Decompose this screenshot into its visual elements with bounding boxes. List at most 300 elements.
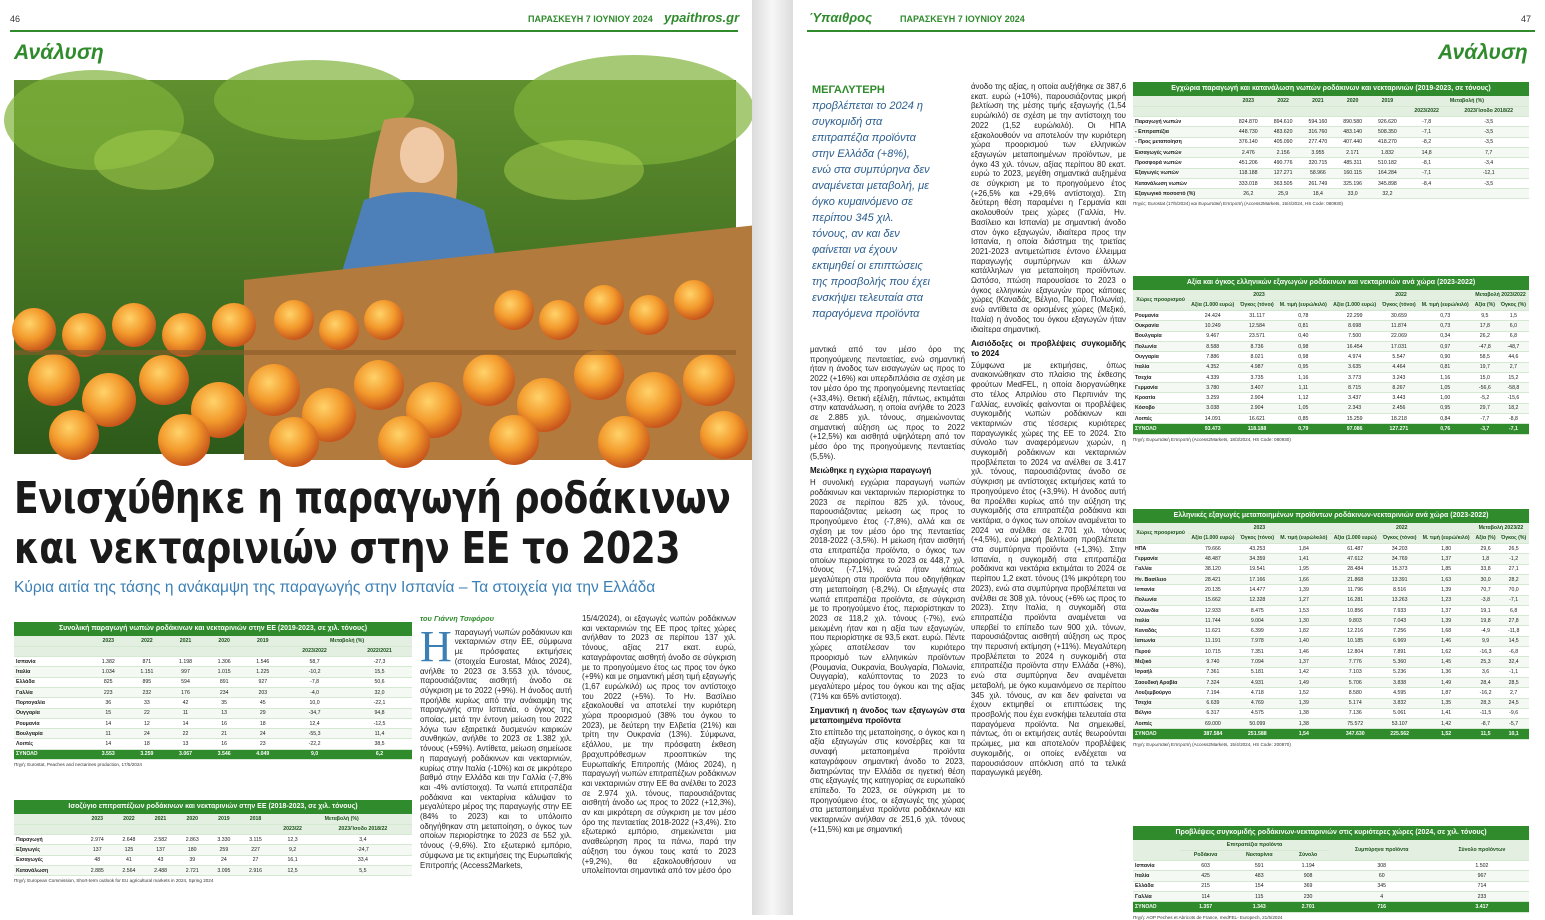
table-cell: 1.382 [89,657,128,667]
table-cell: 2.916 [240,865,272,875]
dropcap: Η [420,621,452,671]
table-cell: 1,41 [1277,554,1331,564]
table-cell: 3.546 [205,749,244,759]
table-cell: 31.117 [1237,311,1276,321]
row-label: Ρουμανία [1133,311,1188,321]
table-cell: 9.467 [1188,331,1237,341]
table-cell: 6.399 [1238,626,1277,636]
table-cell: 967 [1435,871,1529,881]
table-row [14,698,412,708]
table-cell: 232 [128,687,167,697]
row-label: Πολωνία [1133,595,1188,605]
table-cell: 33,4 [314,855,412,865]
table-cell: 16.454 [1330,341,1379,351]
table-cell: -3,5 [1448,178,1529,188]
table-cell: 114 [1180,891,1231,901]
table-cell: 3.553 [89,749,128,759]
table-cell: 10.249 [1188,321,1237,331]
table-cell: 1,49 [1277,677,1331,687]
table-cell: 25,9 [1266,189,1301,199]
row-label: Ελλάδα [14,677,89,687]
table-row [14,657,412,667]
table-cell: -24,7 [314,845,412,855]
table-cell: 12,3 [271,835,313,845]
table-cell: 1,42 [1277,667,1331,677]
table-row [1133,362,1529,372]
table-cell: 926.620 [1370,117,1405,127]
table-cell: 70,7 [1473,585,1498,595]
table-cell: 1,36 [1419,667,1473,677]
table-cell: 3.115 [240,835,272,845]
table-cell: 53.107 [1380,719,1419,729]
table-cell: -56,6 [1472,383,1498,393]
table-cell: 41 [113,855,145,865]
table-row [1133,861,1529,871]
table-row [1133,147,1529,157]
row-label: Βέλγιο [1133,708,1188,718]
date-left: ΠΑΡΑΣΚΕΥΗ 7 ΙΟΥΝΙΟΥ 2024 [528,14,653,24]
table-cell: 5.360 [1380,657,1419,667]
row-label: Περού [1133,647,1188,657]
table-cell: 1.034 [89,667,128,677]
table-row [1133,605,1529,615]
table-row [1133,708,1529,718]
table-cell: 28,3 [1473,698,1498,708]
table-cell: 233 [1435,891,1529,901]
table-cell: 16,1 [271,855,313,865]
table-cell: 58,5 [1472,352,1498,362]
subtitle: Μειώθηκε η εγχώρια παραγωγή [810,466,932,476]
table-cell: 594 [166,677,205,687]
table-cell: 15,0 [1472,372,1498,382]
table-cell: 1,12 [1277,393,1330,403]
table-cell: 8.475 [1238,605,1277,615]
table-cell: -1,1 [1498,667,1529,677]
table-cell: 15.373 [1380,564,1419,574]
table-cell: 12.584 [1237,321,1276,331]
table-cell: -9,6 [1498,708,1529,718]
table-source: Πηγή: Ευρωπαϊκή Επιτροπή (Access2Markets, 18/3/2024, HS Code: 080930) [1133,436,1291,442]
table-cell: 9,0 [282,749,347,759]
table-row [1133,626,1529,636]
table-cell: 11,4 [347,729,412,739]
table-row [14,855,412,865]
table-cell: -7,1 [1498,595,1529,605]
table-row [1133,574,1529,584]
table-cell: 3.443 [1379,393,1418,403]
table-cell: 1,37 [1277,657,1331,667]
table-cell: 8.267 [1379,383,1418,393]
table-cell: 1,40 [1277,636,1331,646]
table-row [14,677,412,687]
table-title: Ελληνικές εξαγωγές μεταποιημένων προϊόντων ροδάκινων-νεκταρινιών ανά χώρα (2023-2022) [1133,509,1529,523]
table-cell: 28,2 [1498,574,1529,584]
table-greek-exports-processed [1133,509,1529,747]
table-cell: 14,5 [1498,636,1529,646]
table-cell: -47,8 [1472,341,1498,351]
row-label: ΣΥΝΟΛΟ [1133,902,1180,912]
header-rule [807,30,1535,32]
table-cell: 4.931 [1238,677,1277,687]
table-row [14,739,412,749]
row-label: Ρουμανία [14,718,89,728]
table-cell: 15 [89,708,128,718]
table-row [1133,719,1529,729]
table-cell: 7.776 [1331,657,1380,667]
table-cell: 16 [205,739,244,749]
table-cell: 1,37 [1419,554,1473,564]
article-column-3 [810,345,965,915]
table-cell: 483.620 [1266,127,1301,137]
table-cell: 36 [89,698,128,708]
table-cell: 3.407 [1237,383,1276,393]
table-cell: 18 [128,739,167,749]
pull-quote [812,82,930,322]
table-row [14,667,412,677]
table-cell: 7.136 [1331,708,1380,718]
table-cell: 24 [208,855,240,865]
table-cell: 9,9 [1473,636,1498,646]
table-cell: 16.281 [1331,595,1380,605]
table-cell: 18,2 [1498,403,1529,413]
table-cell: 3,4 [314,835,412,845]
table-cell: -3,5 [1448,127,1529,137]
table-cell: 11 [166,708,205,718]
table-cell: 4.595 [1380,688,1419,698]
table-cell: 13.391 [1380,574,1419,584]
subtitle: Σημαντική η άνοδος των εξαγωγών στα μεταποιημένα προϊόντα [810,706,965,726]
header-rule [10,30,738,32]
table-cell: 591 [1231,861,1288,871]
table-cell: 223 [89,687,128,697]
row-label: Πολωνία [1133,341,1188,351]
table-row [1133,647,1529,657]
table-cell: 33,8 [1473,564,1498,574]
table-cell: 3.067 [166,749,205,759]
row-label: Σαουδική Αραβία [1133,677,1188,687]
table-cell: 26,2 [1231,189,1266,199]
table-cell [1405,189,1449,199]
table-cell: 21.868 [1331,574,1380,584]
table-cell: 6,8 [1498,331,1529,341]
table-cell: 70,0 [1498,585,1529,595]
row-label: Λουξεμβούργο [1133,688,1188,698]
table-cell: 3.330 [208,835,240,845]
table-row [1133,564,1529,574]
table-cell: 30.659 [1379,311,1418,321]
table-cell: 1,39 [1419,616,1473,626]
table-cell: 13 [205,708,244,718]
table-cell: 0,95 [1277,362,1330,372]
row-label: Γαλλία [14,687,89,697]
table-row [1133,636,1529,646]
body-text: Η συνολική εγχώρια παραγωγή νωπών ροδάκινων και νεκταρινιών περιορίστηκε το 2023 σε περίπου 825 χιλ. τόνους, παρουσιάζοντας μείωση ως προς το προηγούμενο έτος (-7,8%), αλλά και σε σχέση με τον μέσο όρο της πενταετίας 2018-2022 (-3,5%). Η μείωση ήταν αισθητή στα επιτραπέζια προϊόντα, ο όγκος των οποίων περιορίστηκε το 2023 σε 448,7 χιλ. τόνους (-7,1%), ενώ ήταν κάπως μεγαλύτερη στα προϊόντα που οδηγήθηκαν στη μεταποίηση (-8,2%). Οι εξαγωγές στα νωπά επιτραπέζια προϊόντα, σε σύγκριση με το προηγούμενο έτος, περιορίστηκαν το 2023 σε 118,2 χιλ. τόνους (-7%), ενώ μειωμένη ήταν και η αξία των εξαγωγών, που περιορίστηκε σε 93,5 εκατ. ευρώ. Πέντε χώρες αποτέλεσαν τον κυριότερο προορισμό των ελληνικών προϊόντων (Ρουμανία, Ουκρανία, Βουλγαρία, Πολωνία, Ουγγαρία), καλύπτοντας το 2023 το μεγαλύτερο μέρος του όγκου και της αξίας (71% και 65% αντίστοιχα). [810,478,965,701]
table-cell: 1,38 [1277,708,1331,718]
table-cell: 15,2 [1498,372,1529,382]
table-cell: 1,39 [1277,585,1331,595]
table-cell: 1,16 [1277,372,1330,382]
pull-quote-lead: ΜΕΓΑΛΥΤΕΡΗ [812,84,885,96]
table-cell: 13.263 [1380,595,1419,605]
table-cell: 127.271 [1266,168,1301,178]
table-cell: 16 [205,718,244,728]
table-cell: 894.610 [1266,117,1301,127]
table-cell: -8,1 [1405,158,1449,168]
table-cell: 19,1 [1473,605,1498,615]
row-label: Παραγωγή νωπών [1133,117,1231,127]
row-label: Ολλανδία [1133,605,1188,615]
row-label: Ιταλία [1133,871,1180,881]
table-cell: 259 [208,845,240,855]
table-cell: 2.171 [1335,147,1370,157]
row-label: Ισραήλ [1133,667,1188,677]
table-cell: 115 [1231,891,1288,901]
table-cell: 1,27 [1277,595,1331,605]
table-eu-production [14,622,412,767]
row-label: Ιταλία [14,667,89,677]
table-cell: 12.933 [1188,605,1237,615]
table-source: Πηγές: Eurostat (17/5/2024) και Ευρωπαϊκή Επιτροπή (Access2Markets, 15/4/2024, HS Code: 080930) [1133,201,1343,207]
table-cell: 1.151 [128,667,167,677]
table-cell: 19.541 [1238,564,1277,574]
table-source: Πηγή: AOP Peches et Abricots de France, medFEL- Europech, 21/5/2024 [1133,914,1283,920]
table-cell: 7.886 [1188,352,1237,362]
table-cell: 11.874 [1379,321,1418,331]
table-cell: 22 [128,708,167,718]
table-cell: 203 [243,687,282,697]
table-cell: 0,73 [1419,311,1472,321]
table-cell: -8,4 [1405,178,1449,188]
table-cell: 17.031 [1379,341,1418,351]
table-cell: 5.236 [1380,667,1419,677]
table-row [1133,698,1529,708]
table-cell: 7.103 [1331,667,1380,677]
table-total-row [1133,902,1529,912]
table-cell: 1,00 [1419,393,1472,403]
body-text: μαντικά από τον μέσο όρο της προηγούμενης πενταετίας, ενώ σημαντική ήταν η άνοδος των εισαγωγών ως προς το 2022 (+16%) και υπερδιπλάσια σε σχέση με τον μέσο όρο της προηγούμενης πενταετίας (+33,4%). Θετική εξέλιξη, πάντως, εκτιμάται στην κατανάλωση, η οποία ανήλθε το 2023 σε 2.885 χιλ. τόνους, σημειώνοντας σημαντική αύξηση ως προς το 2022 (+12,5%) και αισθητά υψηλότερη από τον μέσο όρο της προηγούμενης πενταετίας (5,5%). [810,345,965,461]
table-cell: 345.898 [1370,178,1405,188]
table-row [14,687,412,697]
table-cell: 347.630 [1331,729,1380,739]
table-cell: 2.156 [1266,147,1301,157]
table-row [1133,178,1529,188]
table-cell: -8,7 [1473,719,1498,729]
table-cell: 1,84 [1277,544,1331,554]
table-cell: 15.259 [1330,414,1379,424]
table-cell: 8.588 [1188,341,1237,351]
table-cell: 0,73 [1419,321,1472,331]
row-label: - Επιτραπέζια [1133,127,1231,137]
table-cell: 2.904 [1237,403,1276,413]
table-cell: 6,8 [1498,605,1529,615]
table-cell: 0,34 [1419,331,1472,341]
row-label: Τσεχία [1133,372,1188,382]
table-cell: 825 [89,677,128,687]
table-cell: 44,6 [1498,352,1529,362]
table-cell: 1.343 [1231,902,1288,912]
table-row [1133,341,1529,351]
table-title: Αξία και όγκος ελληνικών εξαγωγών ροδάκινων και νεκταρινιών ανά χώρα (2023-2022) [1133,276,1529,290]
table-cell: 1,54 [1277,729,1331,739]
table-cell: 1,23 [1419,595,1473,605]
table-cell: 97.086 [1330,424,1379,434]
table-cell: 483 [1231,871,1288,881]
table-row [1133,137,1529,147]
table-row [1133,554,1529,564]
table-row [1133,616,1529,626]
table-cell: 27,8 [1498,616,1529,626]
table-cell: 4.769 [1238,698,1277,708]
table-cell: 363.505 [1266,178,1301,188]
table-cell: 19,7 [1472,362,1498,372]
table-cell: -7,1 [1405,127,1449,137]
table-cell: 1,8 [1473,554,1498,564]
table-cell: 125 [113,845,145,855]
table-row [1133,311,1529,321]
table-cell: 27,1 [1498,564,1529,574]
table-row [1133,871,1529,881]
table-cell: 1,41 [1419,708,1473,718]
table-cell: 1,42 [1419,719,1473,729]
table-cell: 425 [1180,871,1231,881]
body-text: παραγωγή νωπών ροδάκινων και νεκταρινιών στην ΕΕ, σύμφωνα με πρόσφατες εκτιμήσεις (στοιχεία Eurostat, Μάιος 2024), ανήλθε το 2023 σε 3.553 χιλ. τόνους, παρουσιάζοντας αισθητή άνοδο σε σύγκριση με το 2022 (+9%). Η άνοδος αυτή προήλθε κυρίως από την ανάκαμψη της παραγωγής στην Ισπανία, ο όγκος της οποίας, μετά την έντονη μείωση του 2022 λόγω των εξαιρετικά δυσμενών καιρικών συνθηκών, ανήλθε το 2023 σε 1.382 χιλ. τόνους (+59%). Αντίθετα, μείωση σημείωσε η παραγωγή ροδάκινων και νεκταρινιών, κυρίως στην Ιταλία (-10%) και σε μικρότερο βαθμό στην Ελλάδα και την Γαλλία (-7,8% και -4% αντίστοιχα). Τα νωπά επιτραπέζια ροδάκινα και νεκταρίνια κάλυψαν το μεγαλύτερο μέρος της παραγωγής στην ΕΕ (84% το 2023) και το υπόλοιπο οδηγήθηκαν στη μεταποίηση, ο όγκος των οποίων περιορίστηκε το 2023 σε 552 χιλ. τόνους (-9,6%). Στο εξωτερικό εμπόριο, σύμφωνα με τις εκτιμήσεις της Ευρωπαϊκής Επιτροπής (Access2Markets, [420,627,572,870]
table-cell: 11 [89,729,128,739]
table-cell: 4.339 [1188,372,1237,382]
row-label: Ουγγαρία [14,708,89,718]
table-cell: 14.091 [1188,414,1237,424]
table-cell: 594.160 [1300,117,1335,127]
table-cell: 12.328 [1238,595,1277,605]
table-cell: 32,2 [1370,189,1405,199]
table-cell: 94,8 [347,708,412,718]
table-cell: 75.572 [1331,719,1380,729]
table-cell: 4.352 [1188,362,1237,372]
table-cell: 48.487 [1188,554,1237,564]
table-cell: -3,8 [1473,595,1498,605]
table-cell: 4.987 [1237,362,1276,372]
table-cell: 29,6 [1473,544,1498,554]
article-column-4 [971,82,1126,915]
table-cell: 376.140 [1231,137,1266,147]
table-cell: -22,1 [347,698,412,708]
table-cell: -34,7 [282,708,347,718]
table-cell: 26,5 [1498,544,1529,554]
table-cell: 15,5 [347,667,412,677]
table-cell: -22,2 [282,739,347,749]
table-cell: 5.706 [1331,677,1380,687]
table-cell: 1,53 [1277,605,1331,615]
body-text: άνοδο της αξίας, η οποία αυξήθηκε σε 387,6 εκατ. ευρώ (+10%), παρουσιάζοντας μικρή βελτίωση της μέσης τιμής εξαγωγής (1,54 ευρώ/κιλό) σε σχέση με την αντίστοιχη του 2022 (1,52 ευρώ/κιλό). Οι ΗΠΑ εξακολουθούν να αποτελούν την κυριότερη χώρα προορισμού των ελληνικών εξαγωγών μεταποιημένων προϊόντων, με όγκο 43 χιλ. τόνων, αξίας περίπου 80 εκατ. ευρώ το 2023, μεγέθη σημαντικά αυξημένα σε σύγκριση με το προηγούμενο έτος (+26,5% και +29,6% αντίστοιχα). Στη δεύτερη θέση παραμένει η Γερμανία και ακολουθούν τρεις χώρες (Γαλλία, Ην. Βασίλειο και Ισπανία) με σημαντική άνοδο στον όγκο εξαγωγών, ιδιαίτερα προς την Ισπανία, η οποία διάστημα της τριετίας 2021-2023 αντιμετώπισε έντονο έλλειμμα παραγωγής συμπύρηνων και άλλων κατάλληλων για μεταποίηση προϊόντων. Ωστόσο, πτώση παρουσίασε το 2023 ο όγκος ελληνικών εξαγωγών προς κάποιες χώρες (Καναδάς, Βέλγιο, Περού, Πολωνία), ενώ αντίθετα σε ορισμένες χώρες (Μεξικό, Ιταλία) η άνοδος του όγκου εξαγωγών ήταν ιδιαίτερα σημαντική. [971,82,1126,334]
table-cell: 1,11 [1277,383,1330,393]
table-cell: 215 [1180,881,1231,891]
table-cell: 2.648 [113,835,145,845]
table-cell: 14,8 [1405,147,1449,157]
table-cell: 24 [128,729,167,739]
table-row [1133,352,1529,362]
table-cell [1448,189,1529,199]
table-cell: 50.099 [1238,719,1277,729]
row-label: Ισπανία [1133,585,1188,595]
table-cell: 3.832 [1380,698,1419,708]
table-cell: -58,8 [1498,383,1529,393]
data-table: Επιτραπέζια προϊόντα Συμπύρηνα προϊόντα Σύνολο προϊόντων Ροδάκινα Νεκταρίνια Σύνολο Ισπανία 603 591 1.194 308 1.502 Ιταλία 425 483 908 60 967 Ελλάδα 215 154 369 345 714 Γαλλία 114 115 230 4 233 ΣΥΝΟΛΟ 1.357 1.343 2.701 716 3.417 [1133,840,1529,913]
row-label: Ιταλία [1133,362,1188,372]
table-cell: 316.760 [1300,127,1335,137]
table-row [14,845,412,855]
data-table: 2023 2022 2021 2020 2019 Μεταβολή (%) 2023/2022 2022/2021 Ισπανία 1.382 871 1.198 1.306 1.546 58,7 -27,3 Ιταλία 1.034 1.151 997 1.015 1.225 -10,2 15,5 Ελλάδα 825 895 594 891 927 -7,8 50,6 Γαλλία 223 232 176 234 203 -4,0 32,0 Πορτογαλία 36 33 42 35 45 10,0 -22,1 Ουγγαρία 15 22 11 13 29 -34,7 94,8 Ρουμανία 14 12 14 16 18 12,4 -12,5 Βουλγαρία 11 24 22 21 24 -55,3 11,4 Λοιπές 14 18 13 16 23 -22,2 38,5 ΣΥΝΟΛΟ 3.553 3.259 3.067 3.546 4.049 9,0 6,2 [14,636,412,760]
table-cell: -8,2 [1405,137,1449,147]
table-cell: 118.188 [1231,168,1266,178]
table-cell: -11,5 [1473,708,1498,718]
table-cell: 11.744 [1188,616,1237,626]
table-cell: -7,8 [1405,117,1449,127]
table-cell: 35 [205,698,244,708]
table-source: Πηγή: Eurostat, Peaches and nectarines production, 17/5/2024 [14,762,142,768]
table-cell: 43.253 [1238,544,1277,554]
row-label: Εισαγωγές νωπών [1133,147,1231,157]
table-cell: 12,5 [271,865,313,875]
table-cell: 2.476 [1231,147,1266,157]
table-cell: 261.749 [1300,178,1335,188]
table-row [1133,158,1529,168]
table-cell: 24 [243,729,282,739]
table-cell: 1,38 [1277,719,1331,729]
table-cell: 714 [1435,881,1529,891]
row-label: Εξαγωγές [14,845,81,855]
table-cell: 28.421 [1188,574,1237,584]
table-cell: 0,98 [1277,352,1330,362]
table-cell: 27 [240,855,272,865]
table-row [14,708,412,718]
table-cell: 1,46 [1419,636,1473,646]
table-cell: 38,5 [347,739,412,749]
table-cell: 10,1 [1498,729,1529,739]
table-cell: 1.832 [1370,147,1405,157]
table-cell: 0,78 [1277,311,1330,321]
article-column-1 [420,614,572,914]
table-row [1133,189,1529,199]
table-row [1133,414,1529,424]
table-title: Ισοζύγιο επιτραπέζιων ροδάκινων και νεκταρινιών στην ΕΕ (2018-2023, σε χιλ. τόνους) [14,800,412,814]
table-cell: 29,7 [1472,403,1498,413]
body-text: 15/4/2024), οι εξαγωγές νωπών ροδάκινων και νεκταρινιών της ΕΕ προς τρίτες χώρες ανήλθαν το 2023 σε περίπου 137 χιλ. τόνους, αξίας 217 εκατ. ευρώ, καταγράφοντας αισθητή άνοδο σε σύγκριση με το προηγούμενο έτος ως προς τον όγκο (+9%) και με σημαντική μέση τιμή εξαγωγής (1,67 ευρώ/κιλό) ως προς τον αντίστοιχο του 2022 (+5%). Το Ην. Βασίλειο εξακολουθεί να αποτελεί την κυριότερη χώρα προορισμού (38% του όγκου το 2023), με δεύτερη την Ελβετία (21%) και τρίτη την Ουκρανία (13%). Σύμφωνα, εξάλλου, με την πρόσφατη έκθεση βραχυπρόθεσμων προοπτικών της Ευρωπαϊκής Επιτροπής (Μάιος 2024), η παραγωγή νωπών επιτραπέζιων ροδάκινων και νεκταρινιών στην ΕΕ θα ανέλθει το 2023 σε 2.974 χιλ. τόνους, παρουσιάζοντας αισθητή άνοδο ως προς το 2022 (+12,3%), αν και μικρότερη σε σύγκριση με τον μέσο όρο της πενταετίας 2018-2022 (+3,4%). Στο εξωτερικό εμπόριο, σημειώνεται μια αναθεώρηση προς τα πάνω, παρά την αύξηση του όγκου τους κατά το 2023 (+9,2%), θα εξακολουθήσουν να υπολείπονται σημαντικά από τον μέσο όρο [582,614,737,876]
row-label: Κατανάλωση [14,865,81,875]
row-label: Τσεχία [1133,698,1188,708]
table-cell: 1,62 [1419,647,1473,657]
table-row [14,865,412,875]
row-label: Κατανάλωση νωπών [1133,178,1231,188]
table-cell: 28,5 [1498,677,1529,687]
table-cell: 1,68 [1419,626,1473,636]
table-cell: 1,05 [1419,383,1472,393]
row-label: Ην. Βασίλειο [1133,574,1188,584]
table-cell: -11,8 [1498,626,1529,636]
data-table: Χώρες προορισμού 2023 2022 Μεταβολή 2023/2022 Αξία (1.000 ευρώ) Όγκος (τόνοι) Μ. τιμή (ευρώ/κιλό) Αξία (1.000 ευρώ) Όγκος (τόνοι) Μ. τιμή (ευρώ/κιλό) Αξία (%) Όγκος (%) Ρουμανία 24.424 31.117 0,78 22.299 30.659 0,73 9,5 1,5 Ουκρανία 10.249 12.584 0,81 8.698 11.874 0,73 17,8 6,0 Βουλγαρία 9.467 23.571 0,40 7.500 22.069 0,34 26,2 6,8 Πολωνία 8.588 8.736 0,98 16.454 17.031 0,97 -47,8 -48,7 Ουγγαρία 7.886 8.021 0,98 4.974 5.547 0,90 58,5 44,6 Ιταλία 4.352 4.987 0,95 3.635 4.464 0,81 19,7 2,7 Τσεχία 4.339 3.735 1,16 3.773 3.243 1,16 15,0 15,2 Γερμανία 3.780 3.407 1,11 8.715 8.267 1,05 -56,6 -58,8 Κροατία 3.259 2.904 1,12 3.437 3.443 1,00 -5,2 -15,6 Κόσοβο 3.038 2.904 1,05 2.343 2.456 0,95 29,7 18,2 Λοιπές 14.091 16.621 0,85 15.259 18.218 0,84 -7,7 -8,8 ΣΥΝΟΛΟ 93.473 118.188 0,79 97.086 127.271 0,76 -3,7 -7,1 [1133,290,1529,435]
table-row [1133,544,1529,554]
table-cell: 34.769 [1380,554,1419,564]
table-cell: 3.735 [1237,372,1276,382]
table-cell: -7,8 [282,677,347,687]
table-cell: 1,87 [1419,688,1473,698]
headline-line-2: και νεκταρινιών στην ΕΕ το 2023 [14,523,681,574]
table-cell: 79.666 [1188,544,1237,554]
article-column-2 [582,614,736,914]
table-cell: -5,7 [1498,719,1529,729]
table-cell: 22.069 [1379,331,1418,341]
table-cell: 12,4 [282,718,347,728]
table-cell: 369 [1288,881,1329,891]
table-cell: 2.904 [1237,393,1276,403]
